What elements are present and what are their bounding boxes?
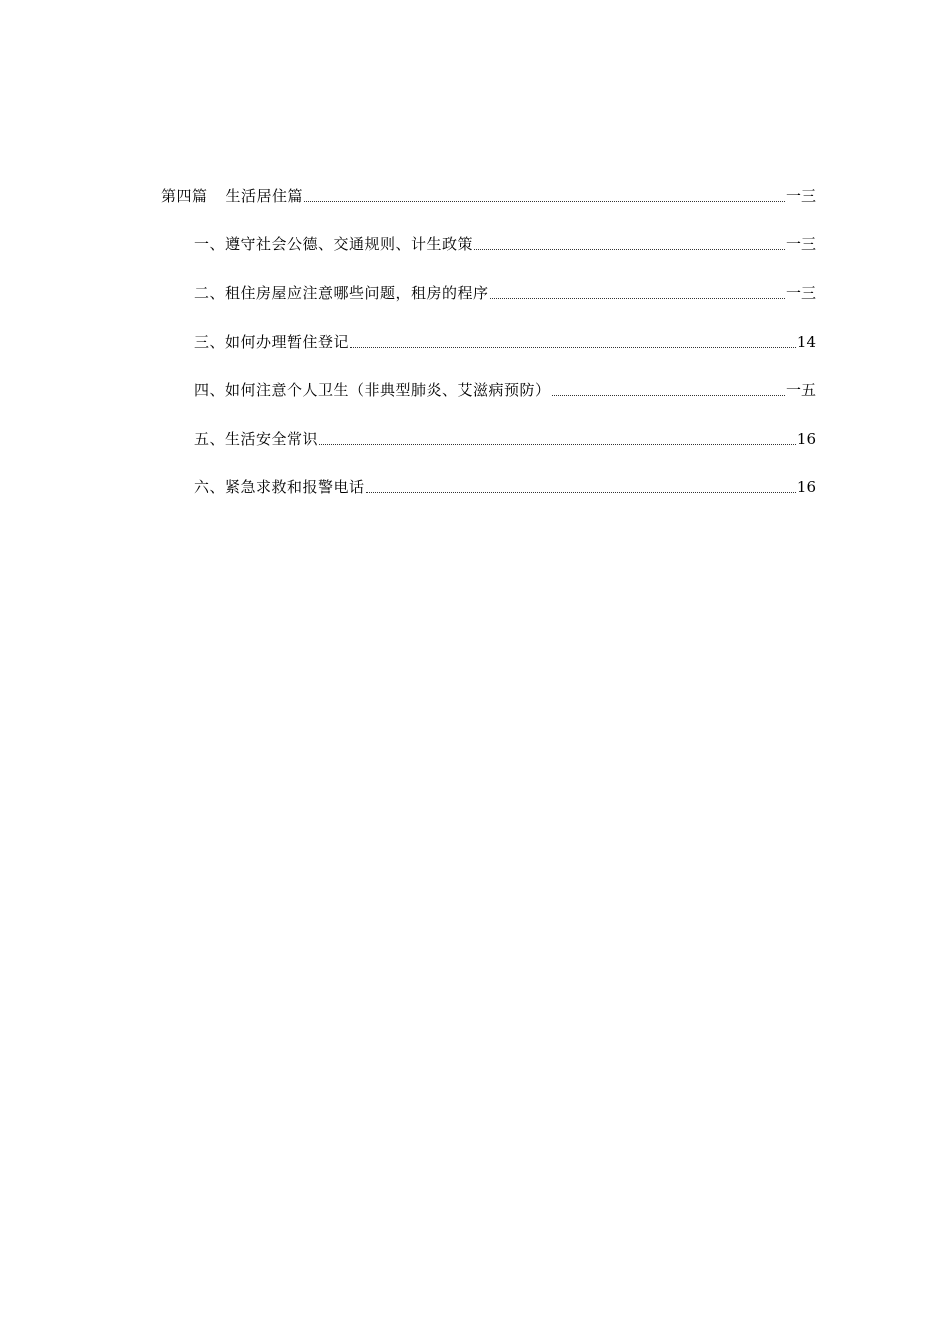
toc-item-2[interactable] — [194, 281, 816, 305]
toc-page-number: 16 — [796, 430, 816, 448]
toc-page-number: 14 — [796, 333, 816, 351]
toc-page-number: 一三 — [785, 235, 816, 253]
toc-page-number: 一三 — [785, 284, 816, 302]
toc-dot-leader — [552, 378, 785, 396]
toc-dot-leader — [350, 330, 796, 348]
toc-item-title: 二、租住房屋应注意哪些问题，租房的程序 — [194, 284, 489, 302]
toc-item-title: 三、如何办理暂住登记 — [194, 333, 350, 351]
toc-item-title: 一、遵守社会公德、交通规则、计生政策 — [194, 235, 474, 253]
toc-dot-leader — [319, 427, 796, 445]
toc-dot-leader — [366, 475, 796, 493]
toc-item-title: 六、紧急求救和报警电话 — [194, 478, 365, 496]
toc-item-5[interactable] — [194, 427, 816, 451]
toc-part-heading — [161, 184, 303, 208]
toc-part-label: 第四篇 — [161, 187, 208, 205]
toc-item-title: 五、生活安全常识 — [194, 430, 319, 448]
toc-part-title: 生活居住篇 — [225, 187, 304, 205]
toc-item-1[interactable] — [194, 232, 816, 256]
toc-part-entry[interactable] — [161, 184, 816, 208]
toc-dot-leader — [474, 232, 785, 250]
toc-item-4[interactable] — [194, 378, 816, 402]
toc-item-3[interactable] — [194, 330, 816, 354]
toc-page-number: 16 — [796, 478, 816, 496]
toc-dot-leader — [490, 281, 785, 299]
toc-page-number: 一五 — [785, 381, 816, 399]
toc-item-title: 四、如何注意个人卫生（非典型肺炎、艾滋病预防） — [194, 381, 551, 399]
toc-dot-leader — [304, 184, 785, 202]
toc-page-number: 一三 — [785, 187, 816, 205]
toc-item-6[interactable] — [194, 475, 816, 499]
